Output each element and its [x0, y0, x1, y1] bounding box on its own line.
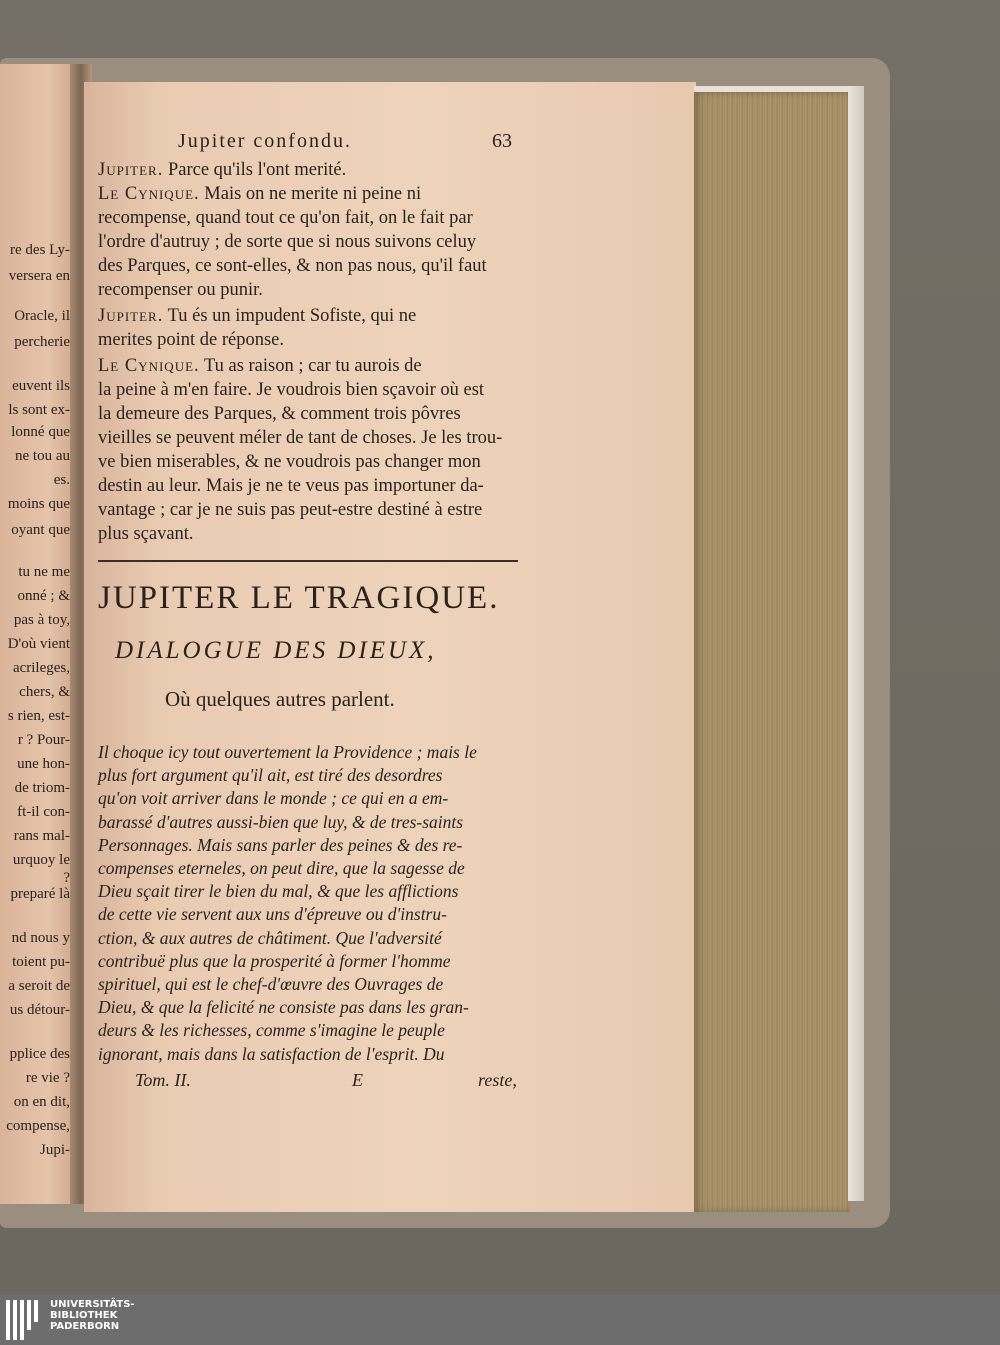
left-page-line: nd nous y — [11, 930, 70, 946]
left-page-line: acrileges, — [12, 660, 70, 676]
left-page-line: compense, — [6, 1118, 70, 1134]
dialogue-line — [98, 500, 482, 521]
dialogue-line — [98, 428, 502, 449]
page-number: 63 — [492, 130, 512, 152]
library-name-line-2: BIBLIOTHEK — [50, 1310, 118, 1321]
footer-catchword: reste, — [478, 1070, 517, 1090]
left-page-line: ? — [63, 870, 70, 886]
dialogue-line — [98, 404, 461, 425]
left-page-line: ne tou au — [15, 448, 70, 464]
dialogue-line — [98, 524, 194, 545]
library-name-line-1: UNIVERSITÄTS- — [50, 1299, 135, 1310]
dialogue-text: Mais on ne merite ni peine ni — [204, 184, 422, 204]
dialogue-text: plus sçavant. — [98, 524, 194, 544]
dialogue-text: des Parques, ce sont-elles, & non pas nous, qu'il faut — [98, 256, 487, 276]
dialogue-text: ve bien miserables, & ne voudrois pas changer mon — [98, 452, 481, 472]
argument-line: de cette vie servent aux uns d'épreuve ou d'instru- — [98, 904, 447, 925]
argument-line: barassé d'autres aussi-bien que luy, & de tres-saints — [98, 811, 464, 832]
left-page-line: us détour- — [9, 1002, 70, 1018]
speaker-name: Le Cynique. — [98, 356, 200, 376]
section-title: JUPITER LE TRAGIQUE. — [98, 580, 500, 616]
library-name — [50, 1299, 135, 1332]
dialogue-line — [98, 256, 487, 277]
dialogue-line — [98, 280, 263, 301]
dialogue-line — [98, 330, 284, 351]
speaker-name: Le Cynique. — [98, 184, 200, 204]
left-page-line: Jupi- — [40, 1142, 70, 1158]
left-page-line: Oracle, il — [14, 308, 70, 324]
library-name-line-3: PADERBORN — [50, 1321, 120, 1332]
left-page-line: r ? Pour- — [17, 732, 70, 748]
library-footer-bar — [0, 1295, 1000, 1345]
section-subtitle: DIALOGUE DES DIEUX, — [115, 637, 437, 664]
left-page-line: preparé là — [10, 886, 70, 902]
argument-line: contribuë plus que la prosperité à former l'homme — [98, 950, 451, 971]
dialogue-text: Tu és un impudent Sofiste, qui ne — [167, 306, 417, 326]
left-page-line: a seroit de — [8, 978, 70, 994]
dialogue-line — [98, 306, 416, 327]
dialogue-text: recompense, quand tout ce qu'on fait, on le fait par — [98, 208, 473, 228]
left-page-line: versera en — [8, 268, 70, 284]
left-page-line: une hon- — [17, 756, 70, 772]
dialogue-line — [98, 208, 473, 229]
left-page-line: moins que — [7, 496, 70, 512]
dialogue-text: vantage ; car je ne suis pas peut-estre destiné à estre — [98, 500, 483, 520]
argument-line: Personnages. Mais sans parler des peines & des re- — [98, 834, 463, 855]
dialogue-text: l'ordre d'autruy ; de sorte que si nous suivons celuy — [98, 232, 477, 252]
argument-line: Dieu sçait tirer le bien du mal, & que les afflictions — [98, 881, 459, 902]
argument-line: ction, & aux autres de châtiment. Que l'adversité — [98, 927, 442, 948]
dialogue-line — [98, 160, 346, 181]
dialogue-text: destin au leur. Mais je ne te veus pas importuner da- — [98, 476, 484, 496]
dialogue-text: vieilles se peuvent méler de tant de choses. Je les trou- — [98, 428, 503, 448]
left-page-line: urquoy le — [12, 852, 70, 868]
left-page-line: on en dit, — [13, 1094, 70, 1110]
left-page-line: oyant que — [11, 522, 70, 538]
left-page-line: de triom- — [14, 780, 70, 796]
dialogue-text: Tu as raison ; car tu aurois de — [203, 356, 422, 376]
dialogue-line — [98, 476, 484, 497]
section-subtitle-2: Où quelques autres parlent. — [165, 687, 395, 711]
argument-line: deurs & les richesses, comme s'imagine le peuple — [98, 1020, 445, 1041]
left-page-line: D'où vient — [7, 636, 70, 652]
argument-line: plus fort argument qu'il ait, est tiré des desordres — [98, 765, 443, 786]
dialogue-line — [98, 356, 422, 377]
left-page — [0, 64, 80, 1204]
left-page-line: euvent ils — [12, 378, 70, 394]
argument-line: Dieu, & que la felicité ne consiste pas dans les gran- — [98, 997, 469, 1018]
library-logo-icon — [6, 1300, 42, 1340]
page-block-side — [848, 86, 864, 1201]
left-page-line: re vie ? — [25, 1070, 70, 1086]
dialogue-text: Parce qu'ils l'ont merité. — [167, 160, 347, 180]
speaker-name: Jupiter. — [98, 160, 164, 180]
footer-volume: Tom. II. — [135, 1070, 191, 1090]
speaker-name: Jupiter. — [98, 306, 164, 326]
left-page-line: s rien, est- — [7, 708, 70, 724]
left-page-line: tu ne me — [18, 564, 70, 580]
dialogue-line — [98, 232, 476, 253]
running-head: Jupiter confondu. — [178, 130, 352, 152]
left-page-line: es. — [53, 472, 70, 488]
left-page-line: pplice des — [9, 1046, 70, 1062]
argument-line: compenses eterneles, on peut dire, que la sagesse de — [98, 858, 465, 878]
dialogue-text: recompenser ou punir. — [98, 280, 263, 300]
dialogue-text: la peine à m'en faire. Je voudrois bien sçavoir où est — [98, 380, 485, 400]
left-page-line: onné ; & — [17, 588, 70, 604]
left-page-line: ls sont ex- — [8, 402, 70, 418]
left-page-line: re des Ly- — [10, 242, 70, 258]
footer-signature: E — [352, 1070, 363, 1090]
left-page-line: chers, & — [19, 684, 70, 700]
page-fore-edge — [694, 92, 850, 1212]
left-page-line: pas à toy, — [13, 612, 70, 628]
argument-line: spirituel, qui est le chef-d'œuvre des Ouvrages de — [98, 974, 444, 994]
dialogue-text: la demeure des Parques, & comment trois pôvres — [98, 404, 461, 424]
left-page-line: rans mal- — [13, 828, 70, 844]
section-rule — [98, 560, 518, 562]
left-page-line: lonné que — [11, 424, 70, 440]
left-page-line: ft-il con- — [17, 804, 70, 820]
dialogue-line — [98, 452, 481, 473]
argument-line: Il choque icy tout ouvertement la Providence ; mais le — [98, 742, 477, 762]
argument-line: qu'on voit arriver dans le monde ; ce qui en a em- — [98, 788, 449, 809]
left-page-line: percherie — [14, 334, 70, 350]
argument-line: ignorant, mais dans la satisfaction de l'esprit. Du — [98, 1043, 445, 1064]
dialogue-line — [98, 380, 484, 401]
dialogue-text: merites point de réponse. — [98, 330, 284, 350]
dialogue-line — [98, 184, 421, 205]
left-page-line: toient pu- — [12, 954, 70, 970]
